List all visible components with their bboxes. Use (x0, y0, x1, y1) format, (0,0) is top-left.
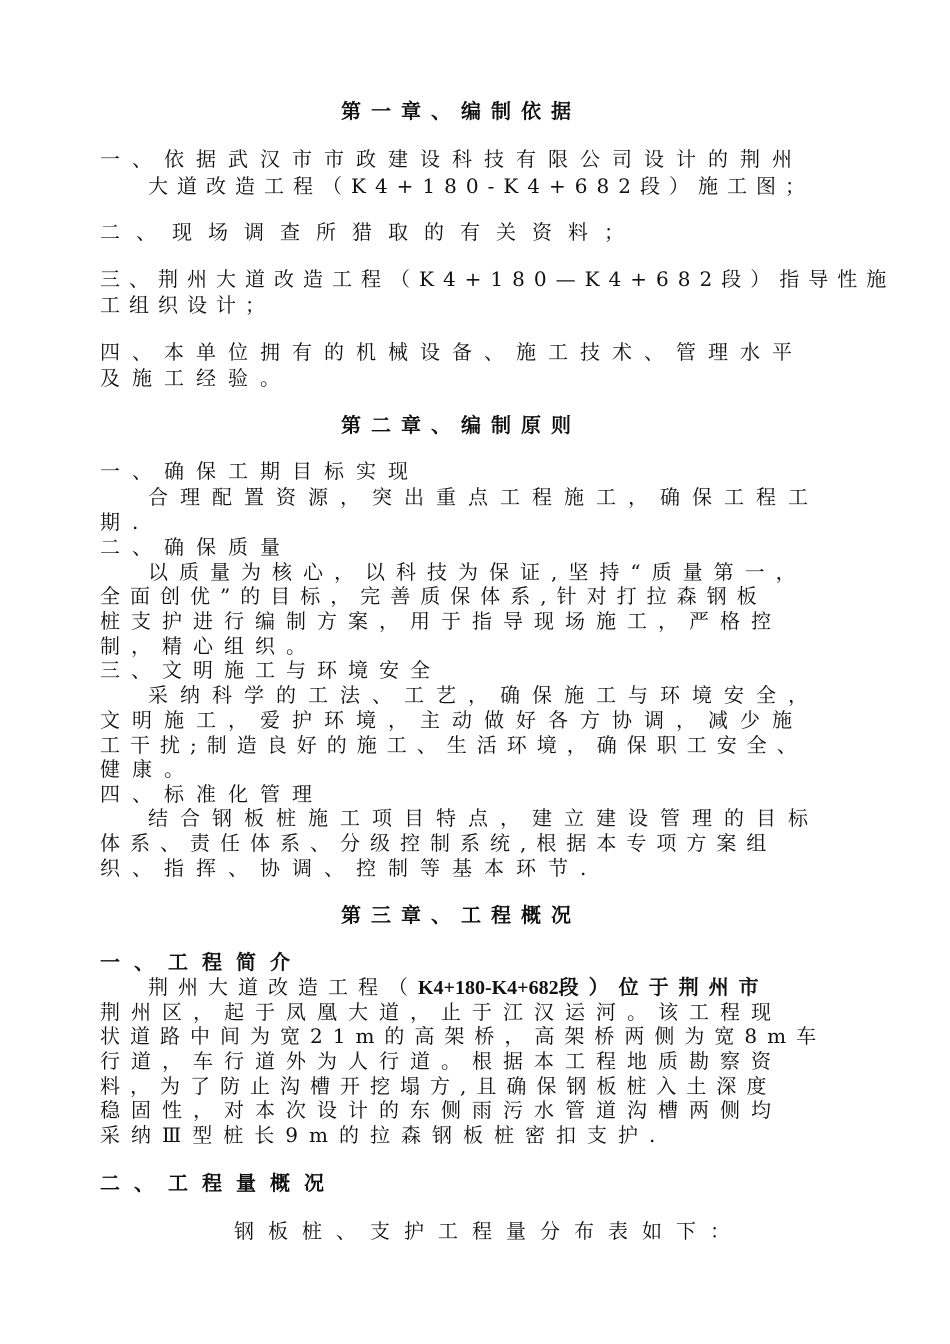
ch3-s1-line5: 料，为了防止沟槽开挖塌方,且确保钢板桩入土深度 (100, 1074, 777, 1098)
ch2-s4-line1: 结合钢板桩施工项目特点，建立建设管理的目标 (148, 806, 820, 830)
ch2-s4-line2: 体系、责任体系、分级控制系统,根据本专项方案组 (100, 831, 777, 855)
ch3-s1-line1-part-c: 段）位于荆州市 (558, 975, 769, 999)
ch3-s1-line7: 采纳Ⅲ型桩长9m的拉森钢板桩密扣支护. (100, 1123, 667, 1147)
ch3-s2-line1: 钢板桩、支护工程量分布表如下： (234, 1219, 744, 1243)
ch2-s2-heading: 二、确保质量 (100, 535, 292, 559)
ch2-s4-heading: 四、标准化管理 (100, 782, 324, 806)
ch2-s3-line2: 文明施工，爱护环境，主动做好各方协调，减少施 (100, 708, 804, 732)
ch3-s1-line4: 行道，车行道外为人行道。根据本工程地质勘察资 (100, 1049, 782, 1073)
ch3-s1-line2: 荆州区，起于凤凰大道，止于江汉运河。该工程现 (100, 1000, 782, 1024)
ch1-item1-line2: 大道改造工程（K4+180-K4+682段）施工图； (148, 174, 814, 198)
ch2-s3-heading: 三、文明施工与环境安全 (100, 658, 441, 682)
ch1-item3-line2: 工组织设计； (100, 293, 274, 317)
ch3-s1-line1-part-a: 荆州大道改造工程（ (148, 975, 418, 999)
ch2-s4-line3: 织、指挥、协调、控制等基本环节. (100, 856, 599, 880)
ch1-item3-line1: 三、荆州大道改造工程（K4+180—K4+682段）指导性施 (100, 267, 896, 291)
ch2-s1-line2: 期. (100, 510, 151, 534)
ch2-s3-line4: 健康。 (100, 757, 196, 781)
ch2-s2-line3: 桩支护进行编制方案，用于指导现场施工，严格控 (100, 609, 782, 633)
ch2-s2-line2: 全面创优”的目标，完善质保体系,针对打拉森钢板 (100, 584, 767, 608)
chapter1-title: 第一章、编制依据 (341, 99, 581, 123)
ch3-s2-heading: 二、工程量概况 (100, 1171, 338, 1195)
ch3-s1-line6: 稳固性，对本次设计的东侧雨污水管道沟槽两侧均 (100, 1098, 782, 1122)
ch2-s3-line1: 采纳科学的工法、工艺，确保施工与环境安全， (148, 683, 820, 707)
ch2-s3-line3: 工干扰;制造良好的施工、生活环境，确保职工安全、 (100, 733, 807, 757)
ch2-s2-line1: 以质量为核心，以科技为保证,坚持“质量第一， (148, 560, 807, 584)
chapter2-title: 第二章、编制原则 (341, 413, 581, 437)
ch3-s1-line3: 状道路中间为宽21m的高架桥，高架桥两侧为宽8m车 (100, 1024, 827, 1048)
ch2-s1-line1: 合理配置资源，突出重点工程施工，确保工程工 (148, 485, 820, 509)
ch1-item2: 二、现场调查所猎取的有关资料； (100, 220, 640, 244)
ch2-s2-line4: 制，精心组织。 (100, 634, 317, 658)
ch3-s1-heading: 一、工程简介 (100, 950, 304, 974)
ch3-s1-line1 (148, 975, 769, 1000)
chapter3-title: 第三章、工程概况 (341, 903, 581, 927)
ch1-item4-line1: 四、本单位拥有的机械设备、施工技术、管理水平 (100, 340, 804, 364)
ch3-s1-line1-code: K4+180-K4+682 (418, 977, 559, 999)
ch1-item1-line1: 一、依据武汉市市政建设科技有限公司设计的荆州 (100, 147, 804, 171)
ch1-item4-line2: 及施工经验。 (100, 366, 292, 390)
ch2-s1-heading: 一、确保工期目标实现 (100, 459, 420, 483)
